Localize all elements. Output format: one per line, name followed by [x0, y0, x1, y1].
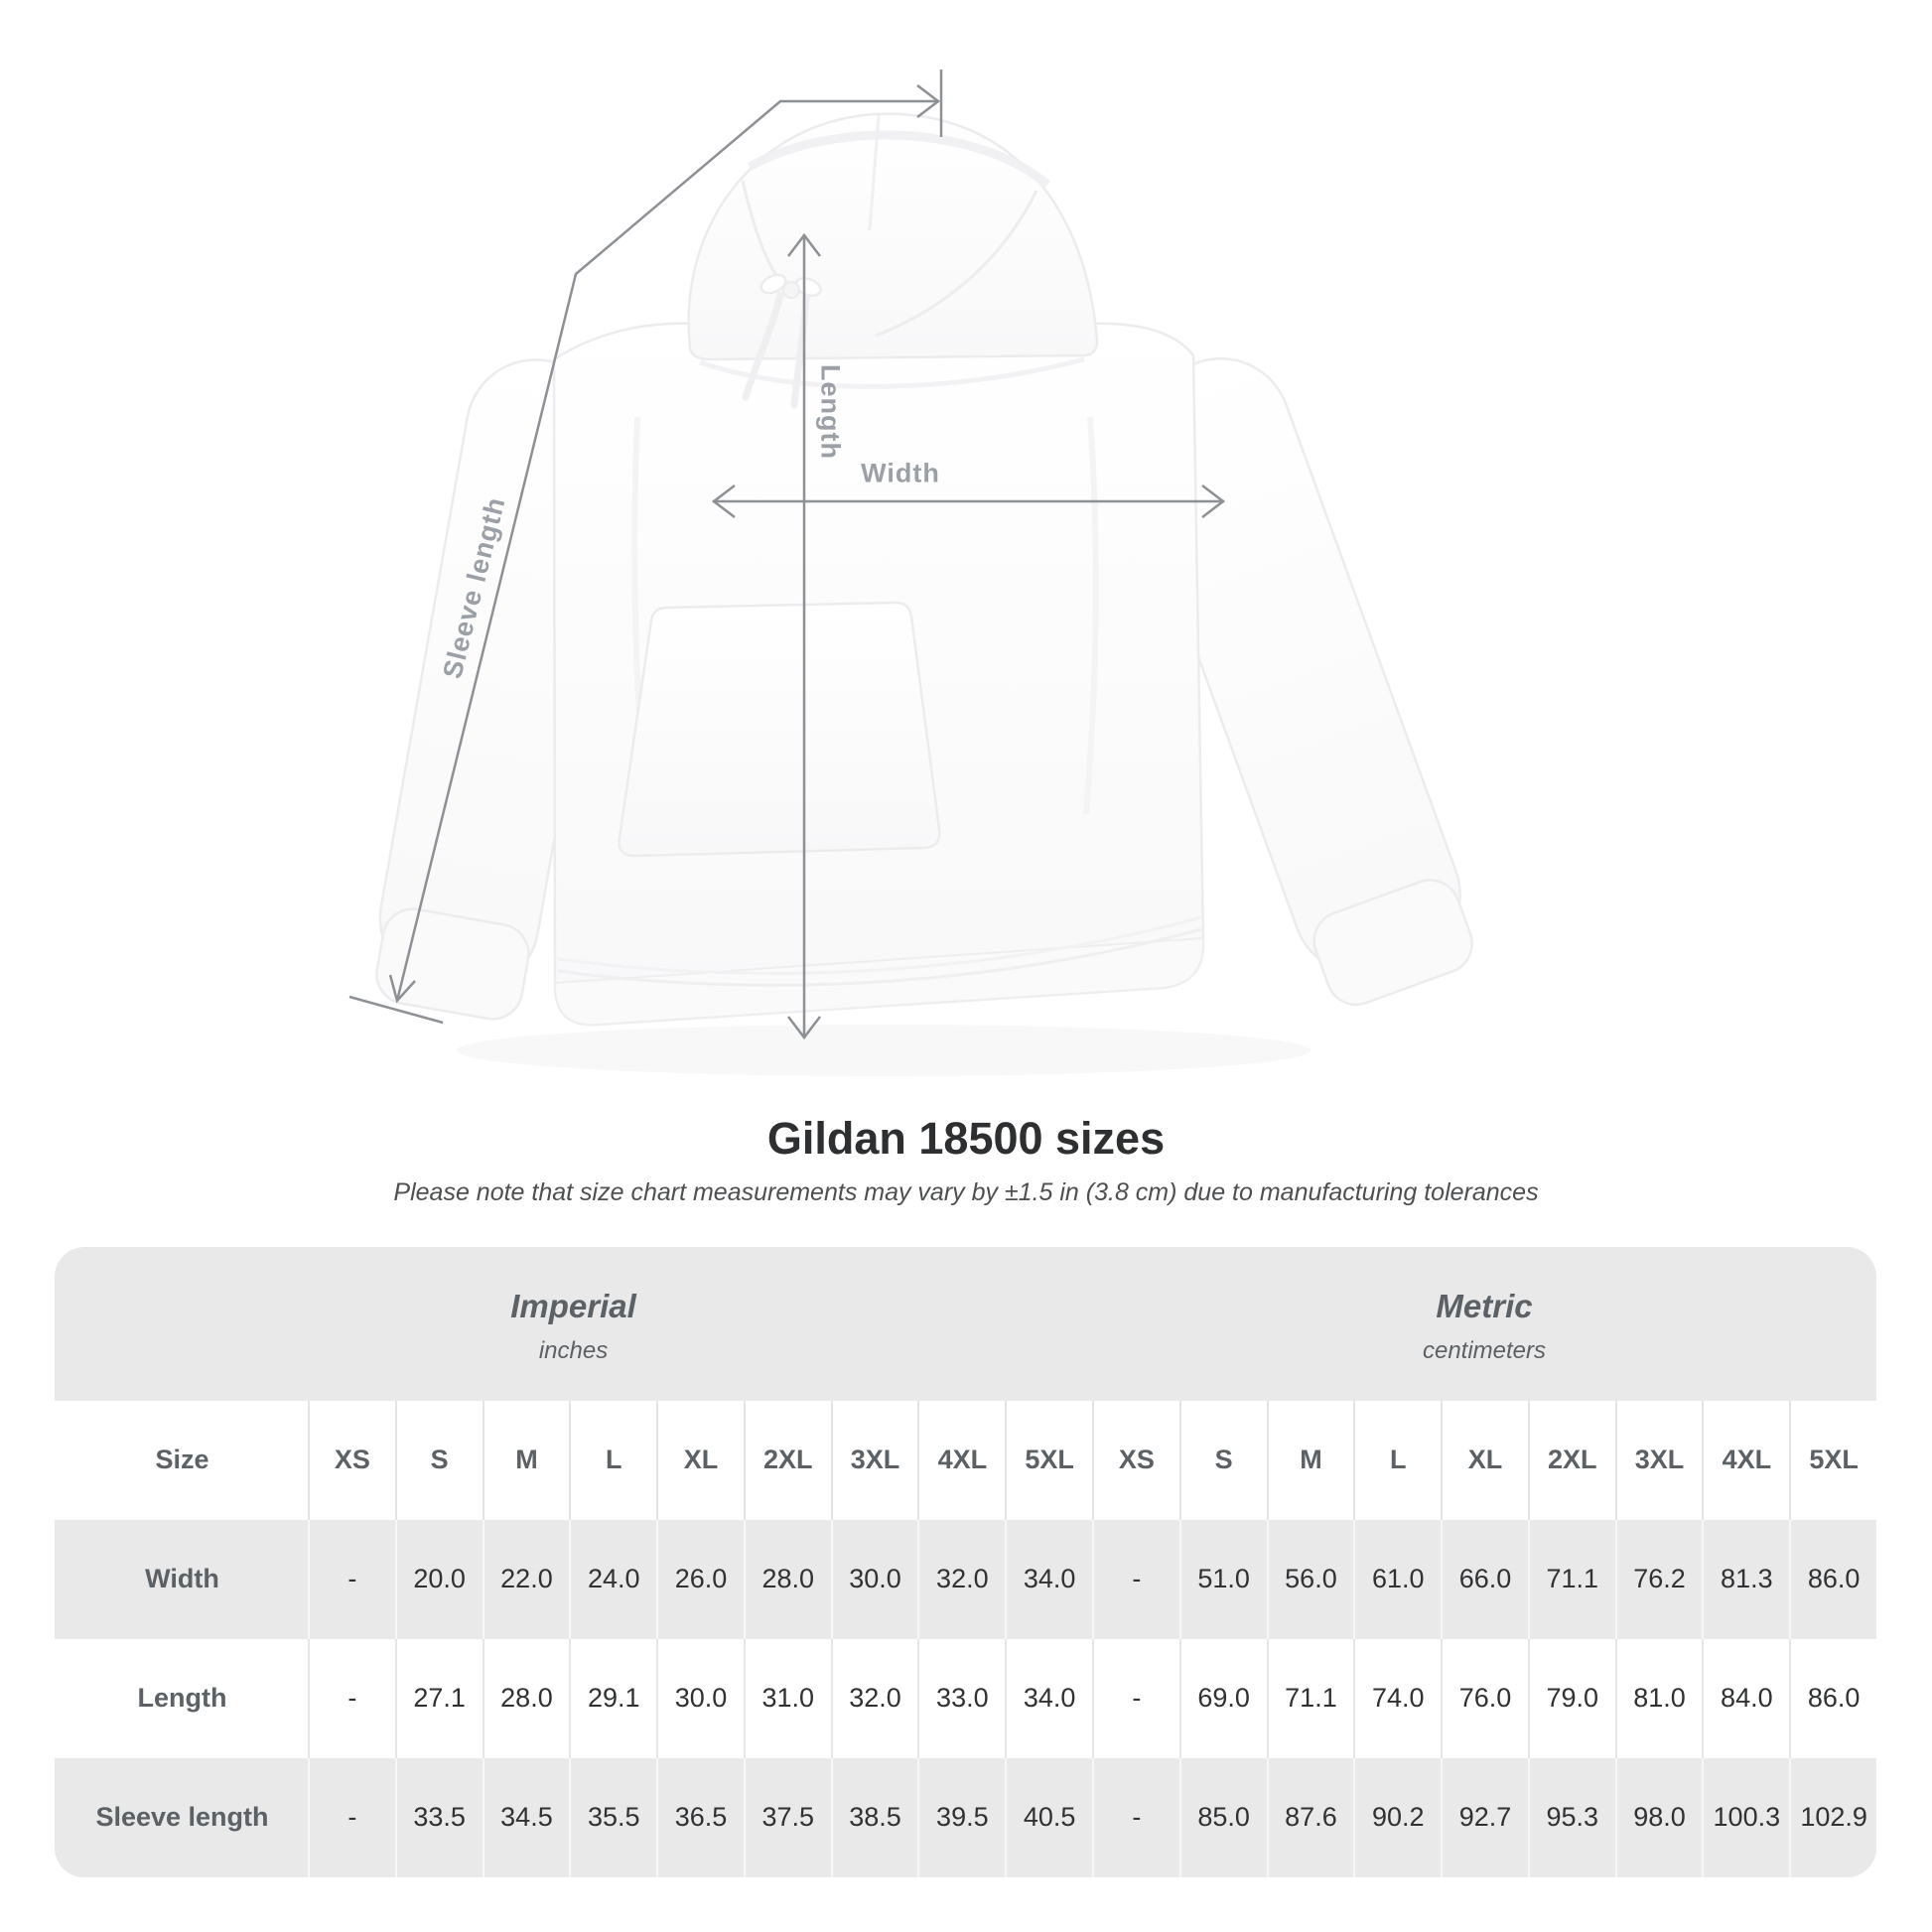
size-header-metric: 3XL	[1615, 1401, 1703, 1520]
size-header-metric: XL	[1441, 1401, 1528, 1520]
tolerance-note: Please note that size chart measurements may vary by ±1.5 in (3.8 cm) due to manufacturing tolerances	[393, 1177, 1539, 1206]
metric-label: Metric	[1436, 1288, 1533, 1325]
value-imperial: 38.5	[831, 1758, 918, 1877]
value-imperial: 30.0	[656, 1639, 744, 1758]
imperial-unit-header	[55, 1247, 1092, 1401]
size-header-metric: 5XL	[1789, 1401, 1876, 1520]
measurement-row-label: Length	[55, 1639, 308, 1758]
value-metric: 81.3	[1702, 1520, 1789, 1639]
value-imperial: 32.0	[917, 1520, 1005, 1639]
value-imperial: 30.0	[831, 1520, 918, 1639]
size-table	[55, 1247, 1876, 1877]
value-imperial: 33.5	[395, 1758, 483, 1877]
value-metric: 71.1	[1528, 1520, 1615, 1639]
value-imperial: 20.0	[395, 1520, 483, 1639]
kangaroo-pocket	[620, 603, 940, 856]
value-metric: 84.0	[1702, 1639, 1789, 1758]
value-metric: -	[1092, 1639, 1179, 1758]
value-imperial: 39.5	[917, 1758, 1005, 1877]
value-metric: 102.9	[1789, 1758, 1876, 1877]
size-grid	[55, 1401, 1876, 1877]
page-title: Gildan 18500 sizes	[766, 1113, 1166, 1164]
unit-header-band	[55, 1247, 1876, 1401]
size-header-metric: S	[1179, 1401, 1267, 1520]
value-metric: 87.6	[1267, 1758, 1354, 1877]
value-metric: 100.3	[1702, 1758, 1789, 1877]
size-column-header: Size	[55, 1401, 308, 1520]
measurement-row-label: Width	[55, 1520, 308, 1639]
size-header-imperial: 3XL	[831, 1401, 918, 1520]
value-imperial: 36.5	[656, 1758, 744, 1877]
value-imperial: -	[308, 1758, 395, 1877]
value-metric: 85.0	[1179, 1758, 1267, 1877]
value-imperial: 34.0	[1005, 1520, 1092, 1639]
value-metric: 76.2	[1615, 1520, 1703, 1639]
value-imperial: 34.0	[1005, 1639, 1092, 1758]
value-metric: 56.0	[1267, 1520, 1354, 1639]
value-metric: 71.1	[1267, 1639, 1354, 1758]
value-metric: 79.0	[1528, 1639, 1615, 1758]
value-imperial: 35.5	[569, 1758, 656, 1877]
size-header-imperial: 5XL	[1005, 1401, 1092, 1520]
size-header-imperial: 4XL	[917, 1401, 1005, 1520]
size-header-metric: 4XL	[1702, 1401, 1789, 1520]
size-header-imperial: S	[395, 1401, 483, 1520]
value-imperial: 33.0	[917, 1639, 1005, 1758]
value-metric: 95.3	[1528, 1758, 1615, 1877]
imperial-sublabel: inches	[538, 1337, 609, 1365]
value-metric: 92.7	[1441, 1758, 1528, 1877]
size-header-metric: L	[1353, 1401, 1441, 1520]
value-metric: 74.0	[1353, 1639, 1441, 1758]
metric-unit-header	[1092, 1247, 1876, 1401]
measurement-row-label: Sleeve length	[55, 1758, 308, 1877]
value-imperial: 37.5	[744, 1758, 831, 1877]
value-imperial: -	[308, 1520, 395, 1639]
sleeve-length-label: Sleeve length	[437, 493, 511, 682]
value-imperial: 26.0	[656, 1520, 744, 1639]
size-header-imperial: M	[483, 1401, 570, 1520]
ground-shadow	[457, 1025, 1311, 1076]
value-metric: -	[1092, 1758, 1179, 1877]
value-metric: 86.0	[1789, 1639, 1876, 1758]
value-metric: 76.0	[1441, 1639, 1528, 1758]
value-metric: 81.0	[1615, 1639, 1703, 1758]
width-label: Width	[861, 458, 940, 488]
value-metric: 90.2	[1353, 1758, 1441, 1877]
value-imperial: 28.0	[483, 1639, 570, 1758]
value-metric: 69.0	[1179, 1639, 1267, 1758]
size-header-imperial: XL	[656, 1401, 744, 1520]
metric-sublabel: centimeters	[1422, 1337, 1547, 1365]
value-imperial: 29.1	[569, 1639, 656, 1758]
length-label: Length	[815, 364, 846, 460]
value-imperial: 28.0	[744, 1520, 831, 1639]
size-header-metric: 2XL	[1528, 1401, 1615, 1520]
value-imperial: 34.5	[483, 1758, 570, 1877]
value-metric: 86.0	[1789, 1520, 1876, 1639]
size-header-metric: M	[1267, 1401, 1354, 1520]
value-metric: 51.0	[1179, 1520, 1267, 1639]
value-imperial: 24.0	[569, 1520, 656, 1639]
value-metric: 66.0	[1441, 1520, 1528, 1639]
value-imperial: 27.1	[395, 1639, 483, 1758]
size-header-imperial: XS	[308, 1401, 395, 1520]
size-header-imperial: L	[569, 1401, 656, 1520]
value-imperial: 40.5	[1005, 1758, 1092, 1877]
size-header-metric: XS	[1092, 1401, 1179, 1520]
imperial-label: Imperial	[510, 1288, 636, 1325]
value-imperial: 31.0	[744, 1639, 831, 1758]
value-imperial: 22.0	[483, 1520, 570, 1639]
value-imperial: 32.0	[831, 1639, 918, 1758]
value-metric: 98.0	[1615, 1758, 1703, 1877]
value-metric: -	[1092, 1520, 1179, 1639]
value-imperial: -	[308, 1639, 395, 1758]
size-header-imperial: 2XL	[744, 1401, 831, 1520]
value-metric: 61.0	[1353, 1520, 1441, 1639]
